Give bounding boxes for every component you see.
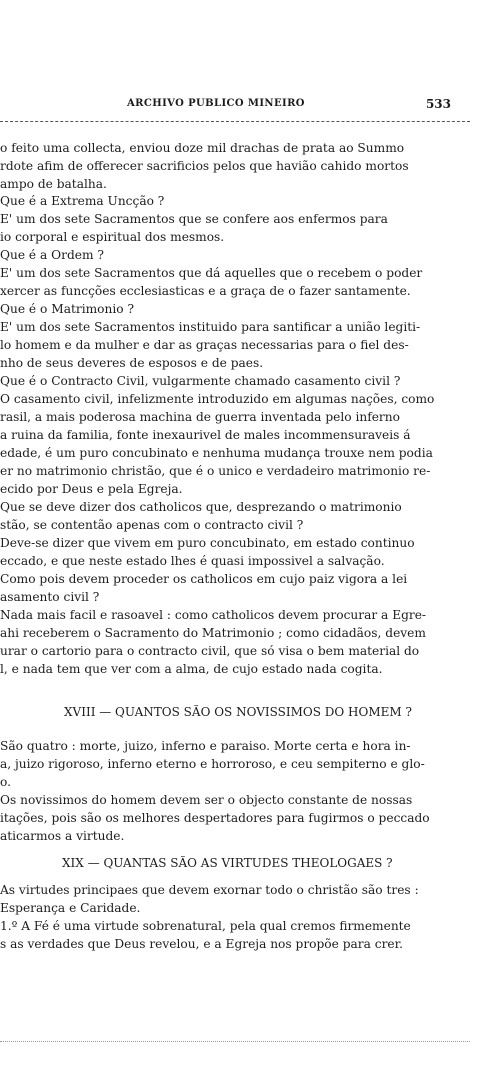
text-line: Como pois devem proceder os catholicos em cujo paiz vigora a lei bbox=[0, 572, 408, 586]
page-number: 533 bbox=[425, 97, 451, 111]
text-line: asamento civil ? bbox=[0, 590, 100, 604]
text-line: rdote afim de offerecer sacrificios pelos que havião cahido mortos bbox=[0, 159, 409, 173]
text-line: Que é a Ordem ? bbox=[0, 248, 104, 262]
text-line: As virtudes principaes que devem exornar todo o christão são tres : bbox=[0, 883, 419, 897]
text-line: l, e nada tem que ver com a alma, de cujo estado nada cogita. bbox=[0, 662, 383, 676]
text-line: o. bbox=[0, 775, 11, 789]
header-rule bbox=[0, 121, 470, 122]
text-line: O casamento civil, infelizmente introduzido em algumas nações, como bbox=[0, 392, 435, 406]
text-line: E' um dos sete Sacramentos que dá aquelles que o recebem o poder bbox=[0, 266, 423, 280]
text-line: o feito uma collecta, enviou doze mil drachas de prata ao Summo bbox=[0, 141, 405, 155]
text-line: Que é o Matrimonio ? bbox=[0, 302, 134, 316]
text-line: ampo de batalha. bbox=[0, 177, 107, 191]
text-line: São quatro : morte, juizo, inferno e paraiso. Morte certa e hora in- bbox=[0, 739, 411, 753]
text-line: er no matrimonio christão, que é o unico e verdadeiro matrimonio re- bbox=[0, 464, 431, 478]
text-line: itações, pois são os melhores despertadores para fugirmos o peccado bbox=[0, 811, 430, 825]
text-line: Os novissimos do homem devem ser o objecto constante de nossas bbox=[0, 793, 413, 807]
text-line: Que é a Extrema Uncção ? bbox=[0, 194, 165, 208]
text-line: stão, se contentão apenas com o contracto civil ? bbox=[0, 518, 304, 532]
text-line: s as verdades que Deus revelou, e a Egreja nos propõe para crer. bbox=[0, 937, 403, 951]
text-line: Esperança e Caridade. bbox=[0, 901, 141, 915]
text-line: aticarmos a virtude. bbox=[0, 829, 125, 843]
text-line: ecido por Deus e pela Egreja. bbox=[0, 482, 183, 496]
text-line: E' um dos sete Sacramentos que se confere aos enfermos para bbox=[0, 212, 388, 226]
text-line: Que é o Contracto Civil, vulgarmente chamado casamento civil ? bbox=[0, 374, 401, 388]
text-line: a ruina da familia, fonte inexaurivel de males incommensuraveis á bbox=[0, 428, 411, 442]
text-line: nho de seus deveres de esposos e de paes. bbox=[0, 356, 264, 370]
text-line: io corporal e espiritual dos mesmos. bbox=[0, 230, 225, 244]
text-line: xercer as funcções ecclesiasticas e a graça de o fazer santamente. bbox=[0, 284, 411, 298]
text-line: lo homem e da mulher e dar as graças necessarias para o fiel des- bbox=[0, 338, 409, 352]
text-line: Que se deve dizer dos catholicos que, desprezando o matrimonio bbox=[0, 500, 402, 514]
page-header bbox=[0, 98, 477, 114]
text-line: eccado, e que neste estado lhes é quasi impossivel a salvação. bbox=[0, 554, 385, 568]
text-line: E' um dos sete Sacramentos instituido para santificar a união legiti- bbox=[0, 320, 421, 334]
text-line: ahi receberem o Sacramento do Matrimonio ; como cidadãos, devem bbox=[0, 626, 426, 640]
text-line: Nada mais facil e rasoavel : como catholicos devem procurar a Egre- bbox=[0, 608, 427, 622]
text-line: 1.º A Fé é uma virtude sobrenatural, pela qual cremos firmemente bbox=[0, 919, 411, 933]
text-line: Deve-se dizer que vivem em puro concubinato, em estado continuo bbox=[0, 536, 415, 550]
section-heading-xix: XIX — QUANTAS SÃO AS VIRTUDES THEOLOGAES ? bbox=[62, 856, 393, 870]
section-heading-xviii: XVIII — QUANTOS SÃO OS NOVISSIMOS DO HOMEM ? bbox=[64, 705, 412, 719]
text-line: urar o cartorio para o contracto civil, que só visa o bem material do bbox=[0, 644, 420, 658]
text-line: rasil, a mais poderosa machina de guerra inventada pelo inferno bbox=[0, 410, 400, 424]
running-head: ARCHIVO PUBLICO MINEIRO bbox=[127, 98, 305, 109]
footer-rule bbox=[0, 1041, 470, 1042]
text-line: a, juizo rigoroso, inferno eterno e horroroso, e ceu sempiterno e glo- bbox=[0, 757, 425, 771]
text-line: edade, é um puro concubinato e nenhuma mudança trouxe nem podia bbox=[0, 446, 433, 460]
